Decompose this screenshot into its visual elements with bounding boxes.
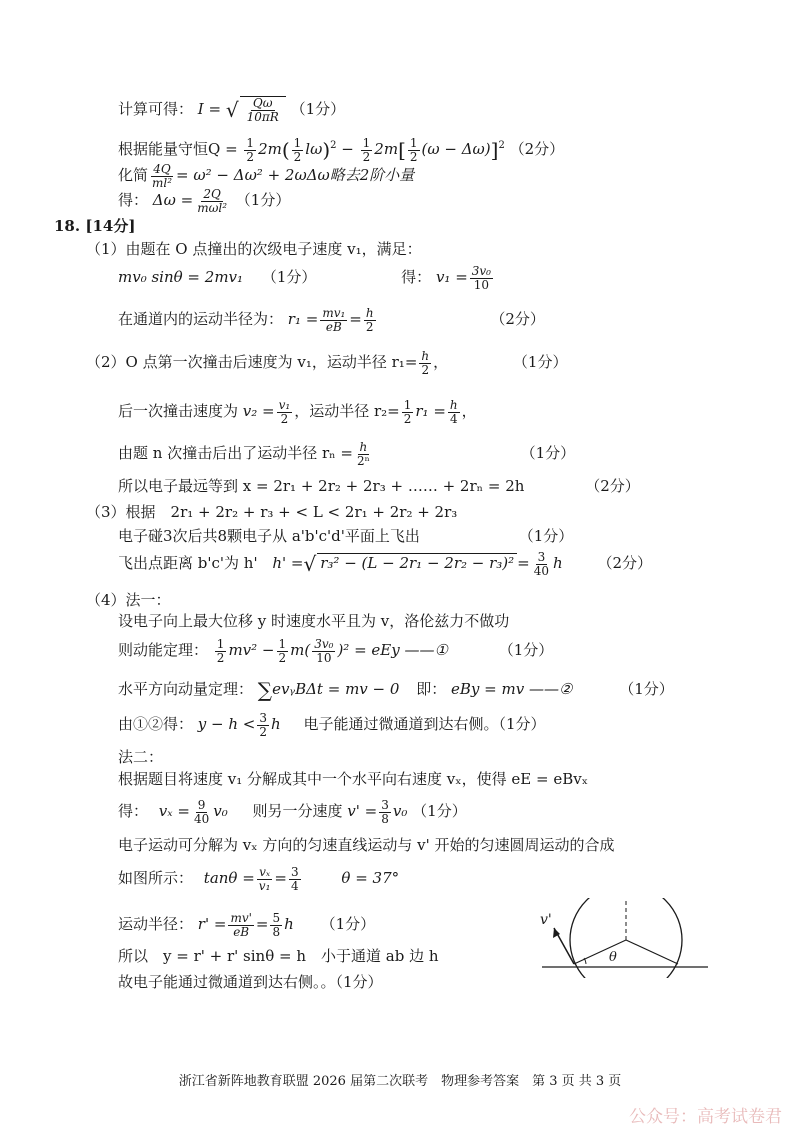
text: 电子能通过微通道到达右侧。（1分） [303,715,546,734]
den: 8 [381,811,389,826]
part3-line-c [118,551,652,577]
math: r₁ = [415,402,446,421]
math: θ = 37° [341,869,400,888]
sqrt-body [240,96,286,123]
part2-line-c [118,441,575,467]
points: （1分） [520,444,576,463]
text: 在通道内的运动半径为： [118,310,284,329]
num: 9 [197,798,206,812]
text: 得： [401,268,432,287]
points: （1分） [235,191,291,210]
part3-line-a: （3）根据 2r₁ + 2r₂ + r₃ + < L < 2r₁ + 2r₂ + 2r₃ [86,503,458,521]
text: 运动半径： [118,915,194,934]
den: ml² [152,175,173,190]
part2-line-d [118,477,640,495]
num: 3 [537,550,546,564]
text: 得： [118,191,149,210]
num: Qω [252,96,273,110]
math: vₓ = [158,802,190,821]
math: h [553,554,563,573]
part2-line-a [86,350,567,376]
den: 2 [259,724,268,739]
text: 则动能定理： [118,641,209,660]
simplify-line [118,163,414,189]
text: 根据能量守恒Q = [118,140,238,159]
paren: ) [322,138,331,163]
den: 2 [278,650,287,665]
part4-line-g: 电子运动可分解为 vₓ 方向的匀速直线运动与 v' 开始的匀速圆周运动的合成 [118,836,615,854]
text: 得： [118,802,149,821]
op: = [274,869,287,888]
text: ， [433,353,449,372]
energy-line: 根据能量守恒Q = $\frac{1}{2}$ 2m( $\frac{1}{2}$ lω)$^2$ − $\frac{1}{2}$ 2m[ $\frac{1}{2}$ (ω − Δω)]$^2$ （2分） [118,136,565,164]
math: )² = eEy ——① [337,641,448,660]
text: 即： [416,680,447,698]
math: v' = [347,802,378,821]
part1-intro: （1）由题在 O 点撞出的次级电子速度 v₁，满足： [86,240,422,258]
den: 40 [533,563,550,578]
num: mv₁ [322,306,346,320]
question-number: 18. [54,217,81,235]
math: v₀ [213,802,228,821]
motion-diagram [540,898,710,978]
den: eB [325,319,342,334]
num: 3v₀ [471,264,491,278]
den: 8 [272,924,281,939]
theta-label: θ [609,950,617,965]
points: （2分） [585,477,640,495]
bracket: ] [490,138,499,163]
part3-line-b [118,527,573,545]
math: v₁ = [435,268,468,287]
sqrt-body: r₃² − (L − 2r₁ − 2r₂ − r₃)² [317,553,517,572]
text: 飞出点距离 b'c'为 h' [118,554,258,573]
den: v₁ [258,878,271,893]
op: = [349,310,362,329]
result-line [118,188,290,214]
math: tanθ = [203,869,255,888]
num: vₓ [259,865,271,879]
num: 2Q [203,187,221,201]
num: 5 [272,911,281,925]
math: I = [197,100,222,119]
points: （1分） [412,802,467,821]
den: 40 [193,811,210,826]
points: （1分） [512,353,568,372]
num: 1 [216,637,225,651]
math: v₀ [392,802,408,821]
math: evᵧBΔt = mv − 0 [272,680,400,698]
part4-title: （4）法一： [86,591,171,609]
text: 由①②得： [118,715,194,734]
den: mωl² [197,200,228,215]
den: eB [233,924,250,939]
op: = [255,915,269,934]
bracket: [ [398,138,406,163]
sqrt-sign: √ [303,552,317,577]
num: mv' [230,911,252,925]
points: （1分） [290,100,346,119]
num: 1 [403,398,412,412]
den: 10πR [246,109,279,124]
math: 2m [374,140,399,159]
math: = ω² − Δω² + 2ωΔω略去2阶小量 [176,166,415,185]
den: 4 [290,878,299,893]
part4-method2-title: 法二： [118,748,164,766]
math: v₂ = [242,402,275,421]
num: h [365,306,374,320]
text: 则另一分速度 [252,802,343,821]
paren: ( [281,138,290,163]
radius-left [574,940,626,964]
text: 所以电子最远等到 x = 2r₁ + 2r₂ + 2r₃ + …… + 2rₙ = 2h [118,477,525,495]
points: （2分） [490,310,545,329]
num: h [359,440,368,454]
text: 电子碰3次后共8颗电子从 a'b'c'd'平面上飞出 [118,527,420,545]
part1-eq [118,265,495,291]
calc-result-line [118,96,345,123]
den: 2 [365,319,374,334]
math: mv² − [228,641,275,660]
num: 3 [259,711,268,725]
part4-line-c [118,678,674,702]
points: （2分） [509,140,565,159]
math: Δω = [152,191,194,210]
text: 化简 [118,166,149,185]
text: 水平方向动量定理： [118,680,254,698]
text: ， [461,402,477,421]
radius-right [626,940,678,964]
num: 1 [246,136,255,150]
num: 4Q [153,162,171,176]
den: 2 [403,411,412,426]
part4-line-h [118,866,399,892]
velocity-label: v' [540,912,552,928]
den: 2 [280,411,289,426]
num: 1 [278,637,287,651]
points: （1分） [619,680,674,698]
math: r₁ = [287,310,319,329]
text: 如图所示： [118,869,194,888]
part4-line-f [118,799,467,825]
den: 10 [473,277,490,292]
text: 由题 n 次撞击后出了运动半径 rₙ = [118,444,353,463]
num: 3 [290,865,299,879]
num: h [449,398,458,412]
part4-line-k: 故电子能通过微通道到达右侧。。（1分） [118,973,383,991]
num: 3 [381,798,389,812]
part4-line-e: 根据题目将速度 v₁ 分解成其中一个水平向右速度 vₓ，使得 eE = eBvₓ [118,770,589,788]
math: h [271,715,281,734]
part4-line-b [118,638,553,664]
part4-line-j: 所以 y = r' + r' sinθ = h 小于通道 ab 边 h [118,947,439,965]
math: m( [290,641,311,660]
math: mv₀ sinθ = 2mv₁ [118,268,244,287]
math: h' = [272,554,304,573]
num: 3v₀ [314,637,334,651]
den: 2 [216,650,225,665]
part4-line-i [118,912,375,938]
points: （2分） [597,554,653,573]
part1-radius [118,307,545,333]
op: = [517,554,530,573]
text: ，运动半径 r₂= [294,402,400,421]
points: （1分） [518,527,574,545]
den: 4 [449,411,458,426]
points: （1分） [320,915,376,934]
math: 2m [258,140,282,159]
num: v₁ [278,398,291,412]
den: 10 [316,650,332,665]
den: 2ⁿ [356,453,370,468]
den: 2 [421,362,430,377]
points: （1分） [498,641,554,660]
text: （2）O 点第一次撞击后速度为 v₁，运动半径 r₁= [86,353,418,372]
sqrt-sign: √ [225,98,239,123]
page-footer: 浙江省新阵地教育联盟 2026 届第二次联考 物理参考答案 第 3 页 共 3 页 [178,1074,622,1089]
part2-line-b [118,399,477,425]
math: y − h < [197,715,256,734]
part4-line-d [118,712,546,738]
den: 2 [246,149,255,164]
points: （1分） [261,268,317,287]
part4-line-a: 设电子向上最大位移 y 时速度水平且为 v，洛伦兹力不做功 [118,612,510,630]
num: h [421,349,430,363]
text: 后一次撞击速度为 [118,402,239,421]
math: (ω − Δω) [421,140,491,159]
text: 计算可得： [118,100,194,119]
op: − [341,140,354,159]
question-18-header [54,217,135,235]
math: r' = [197,915,227,934]
math: h [284,915,294,934]
math: lω [305,140,323,159]
sum-symbol: ∑ [257,678,273,702]
question-score: [14分] [85,217,136,235]
watermark: 公众号：高考试卷君 [629,1107,782,1127]
math: eBy = mv ——② [451,680,573,698]
